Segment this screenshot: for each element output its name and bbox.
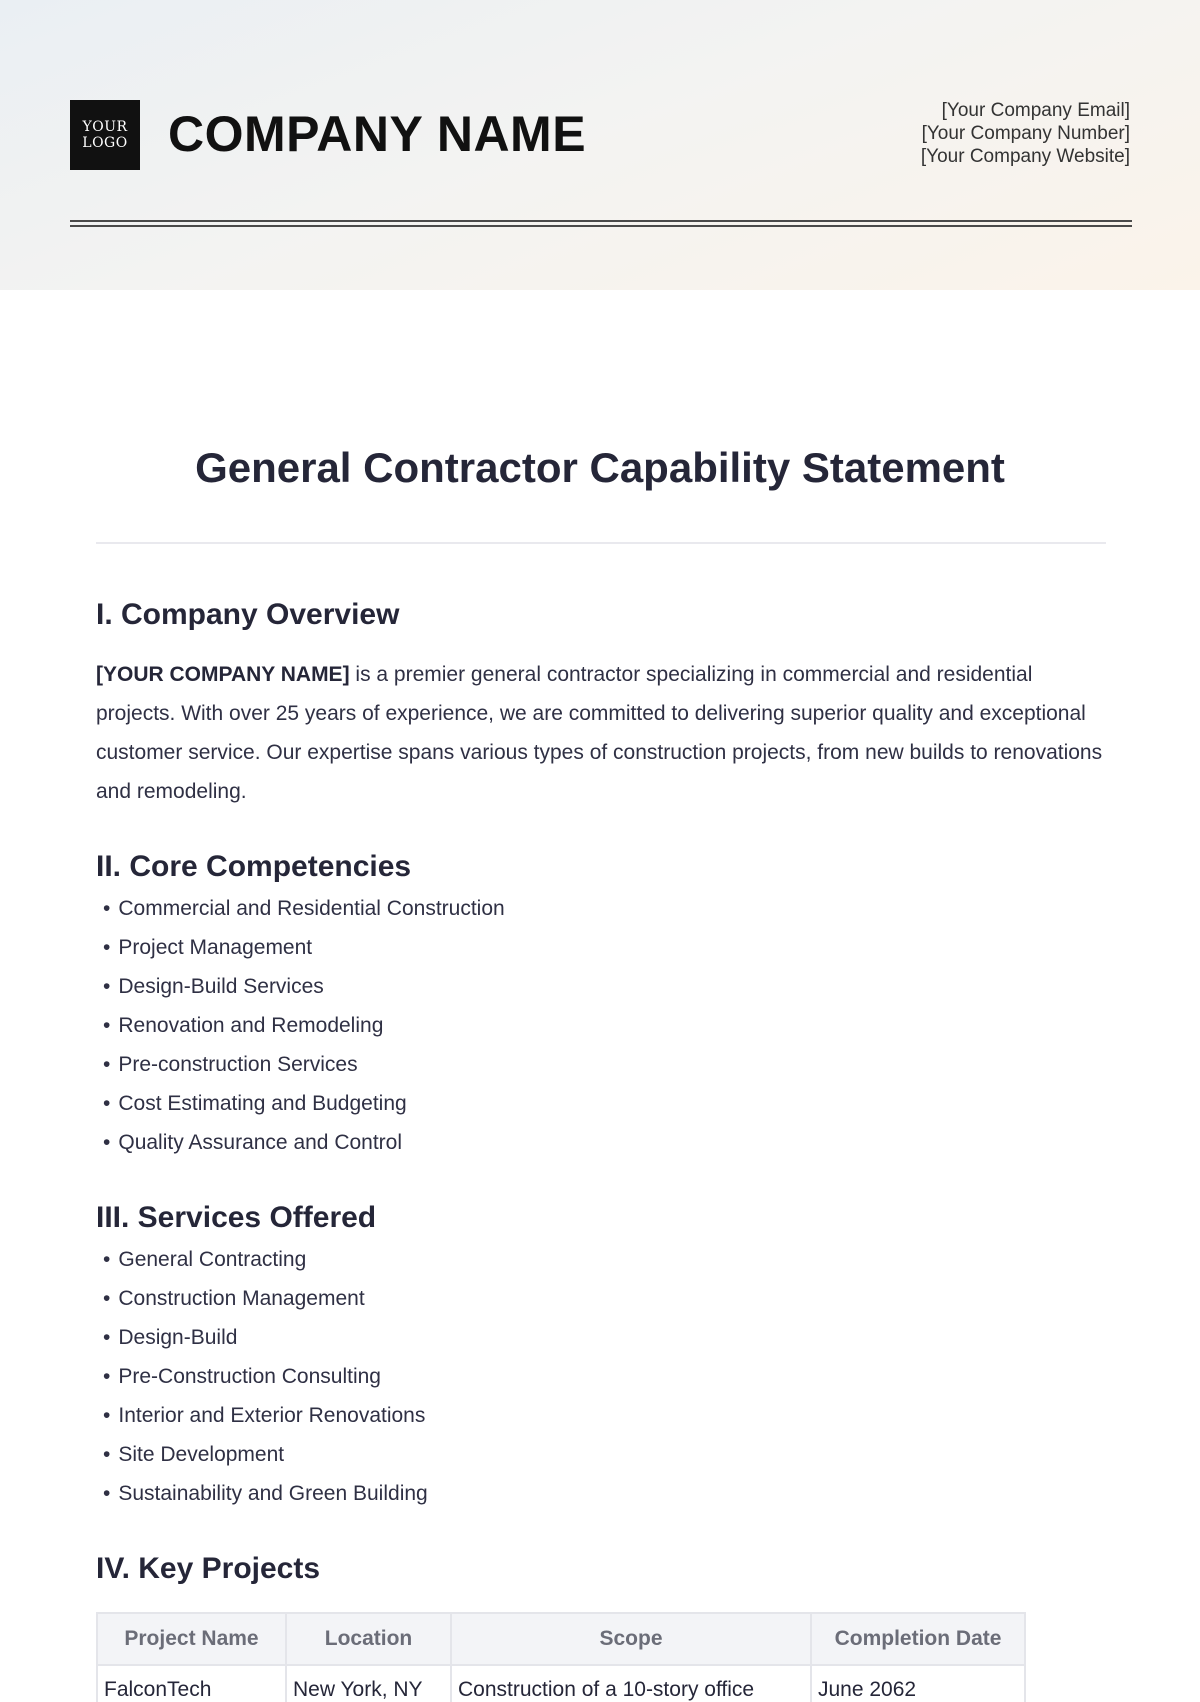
logo-text-line1: YOUR (82, 119, 128, 135)
column-header-scope: Scope (451, 1613, 811, 1665)
overview-paragraph (96, 655, 1106, 811)
cell-project-name: FalconTech (97, 1665, 286, 1702)
section-heading-services: III. Services Offered (96, 1201, 377, 1234)
list-item: • Design-Build (103, 1318, 428, 1357)
list-item: • Quality Assurance and Control (103, 1123, 505, 1162)
column-header-location: Location (286, 1613, 451, 1665)
list-item: • Commercial and Residential Construction (103, 889, 505, 928)
competencies-list (103, 889, 505, 1162)
list-item: • Site Development (103, 1435, 428, 1474)
section-heading-competencies: II. Core Competencies (96, 850, 412, 883)
section-heading-projects: IV. Key Projects (96, 1552, 321, 1585)
company-logo (70, 100, 140, 170)
header-divider (70, 220, 1132, 227)
list-item: • Cost Estimating and Budgeting (103, 1084, 505, 1123)
company-name: COMPANY NAME (168, 106, 587, 162)
services-list (103, 1240, 428, 1513)
list-item: • Interior and Exterior Renovations (103, 1396, 428, 1435)
company-number: [Your Company Number] (921, 123, 1130, 144)
list-item: • Sustainability and Green Building (103, 1474, 428, 1513)
list-item: • Pre-construction Services (103, 1045, 505, 1084)
column-header-project-name: Project Name (97, 1613, 286, 1665)
company-name-placeholder: [YOUR COMPANY NAME] (96, 663, 350, 686)
list-item: • Renovation and Remodeling (103, 1006, 505, 1045)
list-item: • Pre-Construction Consulting (103, 1357, 428, 1396)
cell-scope: Construction of a 10-story office (451, 1665, 811, 1702)
company-email: [Your Company Email] (941, 100, 1130, 121)
section-heading-overview: I. Company Overview (96, 598, 400, 631)
list-item: • General Contracting (103, 1240, 428, 1279)
document-header (0, 0, 1200, 290)
table-header-row (97, 1613, 1025, 1665)
overview-text: is a premier general contractor specializing in commercial and residential projects. With over 25 years of experience, we are committed to delivering superior quality and exceptional customer service. Our expertise spans various types of construction projects, from new builds to renovations and remodeling. (96, 663, 1103, 803)
cell-location: New York, NY (286, 1665, 451, 1702)
list-item: • Project Management (103, 928, 505, 967)
table-row (97, 1665, 1025, 1702)
cell-completion-date: June 2062 (811, 1665, 1025, 1702)
title-divider (96, 542, 1106, 544)
logo-text-line2: LOGO (82, 135, 128, 151)
contact-block (921, 99, 1130, 168)
list-item: • Construction Management (103, 1279, 428, 1318)
document-title: General Contractor Capability Statement (195, 444, 1005, 491)
column-header-completion-date: Completion Date (811, 1613, 1025, 1665)
projects-table (96, 1612, 1026, 1702)
company-website: [Your Company Website] (920, 146, 1130, 167)
list-item: • Design-Build Services (103, 967, 505, 1006)
